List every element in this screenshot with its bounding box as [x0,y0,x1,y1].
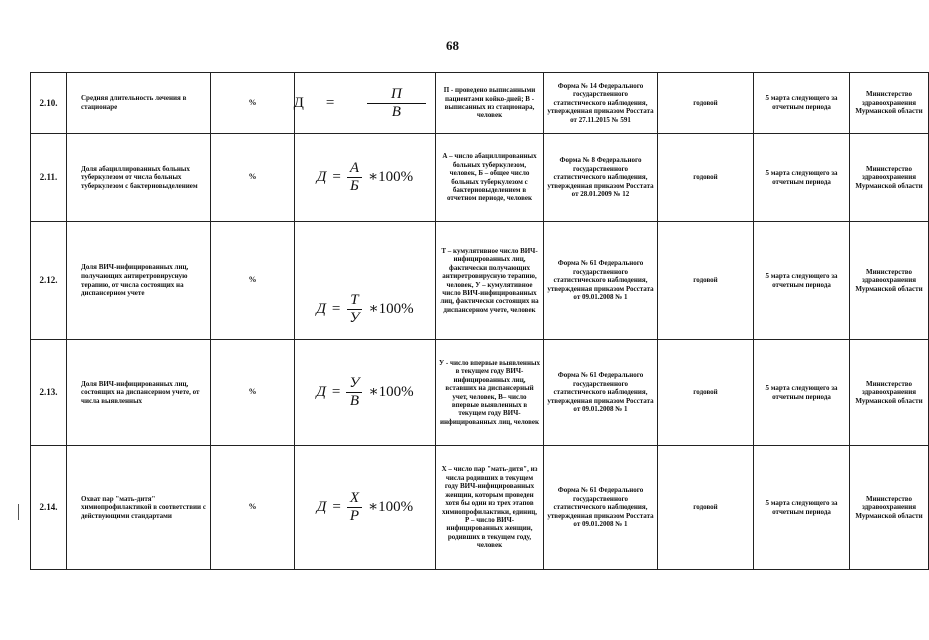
definition-cell: П - проведено выписанными пациентами койко-дней; В - выписанных из стационара, человек [436,73,544,134]
indicator-name: Охват пар "мать-дитя" химиопрофилактикой в соответствии с действующими стандартами [67,446,211,570]
periodicity-cell: годовой [658,446,754,570]
formula [295,160,435,195]
formula-numerator: П [367,86,426,104]
deadline-cell: 5 марта следующего за отчетным периода [754,446,850,570]
deadline-cell: 5 марта следующего за отчетным периода [754,73,850,134]
formula-denominator: У [349,310,360,326]
responsible-cell: Министерство здравоохранения Мурманской области [850,340,929,446]
unit-cell: % [211,222,295,340]
formula-lhs: Д [316,384,326,401]
formula [295,490,435,525]
formula-eq: = [331,301,341,318]
row-number: 2.11. [31,134,67,222]
formula-eq: = [325,94,335,111]
unit-cell: % [211,73,295,134]
formula-fraction [347,160,362,195]
row-number: 2.10. [31,73,67,134]
table-row [31,134,929,222]
formula-multiplier: ∗100% [368,301,414,318]
unit-cell: % [211,446,295,570]
formula-cell [295,222,436,340]
row-number: 2.14. [31,446,67,570]
table-row [31,73,929,134]
formula-denominator: В [349,393,359,409]
formula-fraction [347,490,362,525]
formula [295,292,435,327]
definition-cell: А – число абациллированных больных туберкулезом, человек, Б – общее число больных туберкулезом с бактериовыделением в отчетном периоде, человек [436,134,544,222]
periodicity-cell: годовой [658,134,754,222]
formula-lhs: Д [316,499,327,516]
indicator-name: Доля абациллированных больных туберкулезом от числа больных туберкулезом с бактериовыделением [67,134,211,222]
periodicity-cell: годовой [658,73,754,134]
formula-lhs: Д [316,169,327,186]
formula-numerator: Х [347,490,362,508]
formula-numerator: У [346,375,362,393]
formula-fraction [346,292,362,327]
formula-lhs: Д [316,301,326,318]
page-number: 68 [446,38,459,53]
row-number: 2.13. [31,340,67,446]
unit-cell: % [211,134,295,222]
definition-cell: Х – число пар "мать-дитя", из числа родивших в текущем году ВИЧ-инфицированных женщин, которым проведен хотя бы один из трех этапов химиопрофилактики, единиц, Р – число ВИЧ-инфицированных женщин, родивших в текущем году, человек [436,446,544,570]
formula-lhs: Д [293,94,304,111]
source-cell: Форма № 14 Федерального государственного статистического наблюдения, утвержденная приказом Росстата от 27.11.2015 № 591 [544,73,658,134]
formula [295,86,435,121]
source-cell: Форма № 8 Федерального государственного статистического наблюдения, утвержденная приказом Росстата от 28.01.2009 № 12 [544,134,658,222]
indicator-name: Средняя длительность лечения в стационаре [67,73,211,134]
definition-cell: У - число впервые выявленных в текущем году ВИЧ-инфицированных лиц, вставших на диспансерный учет, человек, В– число впервые выявленных в текущем году ВИЧ-инфицированных лиц, человек [436,340,544,446]
row-number: 2.12. [31,222,67,340]
formula-cell [295,340,436,446]
deadline-cell: 5 марта следующего за отчетным периода [754,222,850,340]
table-row [31,222,929,340]
responsible-cell: Министерство здравоохранения Мурманской области [850,73,929,134]
responsible-cell: Министерство здравоохранения Мурманской области [850,222,929,340]
formula [295,375,435,410]
formula-multiplier: ∗100% [367,169,414,186]
source-cell: Форма № 61 Федерального государственного статистического наблюдения, утвержденная приказом Росстата от 09.01.2008 № 1 [544,340,658,446]
table-row [31,340,929,446]
definition-cell: Т – кумулятивное число ВИЧ-инфицированных лиц, фактически получающих антиретровирусную терапию, человек, У – кумулятивное число ВИЧ-инфицированных лиц, фактически состоящих на диспансерном учете, человек [436,222,544,340]
formula-fraction [346,375,362,410]
periodicity-cell: годовой [658,222,754,340]
table-row [31,446,929,570]
formula-multiplier: ∗100% [367,499,414,516]
formula-numerator: Т [347,292,361,310]
responsible-cell: Министерство здравоохранения Мурманской области [850,134,929,222]
deadline-cell: 5 марта следующего за отчетным периода [754,134,850,222]
responsible-cell: Министерство здравоохранения Мурманской области [850,446,929,570]
formula-eq: = [332,169,341,186]
formula-denominator: В [391,103,401,120]
deadline-cell: 5 марта следующего за отчетным периода [754,340,850,446]
formula-eq: = [331,384,341,401]
formula-cell [295,446,436,570]
formula-cell [295,73,436,134]
formula-multiplier: ∗100% [368,384,414,401]
indicators-table [30,72,929,570]
indicator-name: Доля ВИЧ-инфицированных лиц, состоящих на диспансерном учете, от числа выявленных [67,340,211,446]
margin-mark [18,504,19,520]
formula-cell [295,134,436,222]
formula-denominator: Р [349,508,359,524]
periodicity-cell: годовой [658,340,754,446]
formula-numerator: А [347,160,362,178]
formula-fraction [356,86,436,121]
indicator-name: Доля ВИЧ-инфицированных лиц, получающих антиретровирусную терапию, от числа состоящих на диспансерном учете [67,222,211,340]
unit-cell: % [211,340,295,446]
formula-denominator: Б [349,178,359,194]
source-cell: Форма № 61 Федерального государственного статистического наблюдения, утвержденная приказом Росстата от 09.01.2008 № 1 [544,222,658,340]
formula-eq: = [332,499,341,516]
source-cell: Форма № 61 Федерального государственного статистического наблюдения, утвержденная приказом Росстата от 09.01.2008 № 1 [544,446,658,570]
